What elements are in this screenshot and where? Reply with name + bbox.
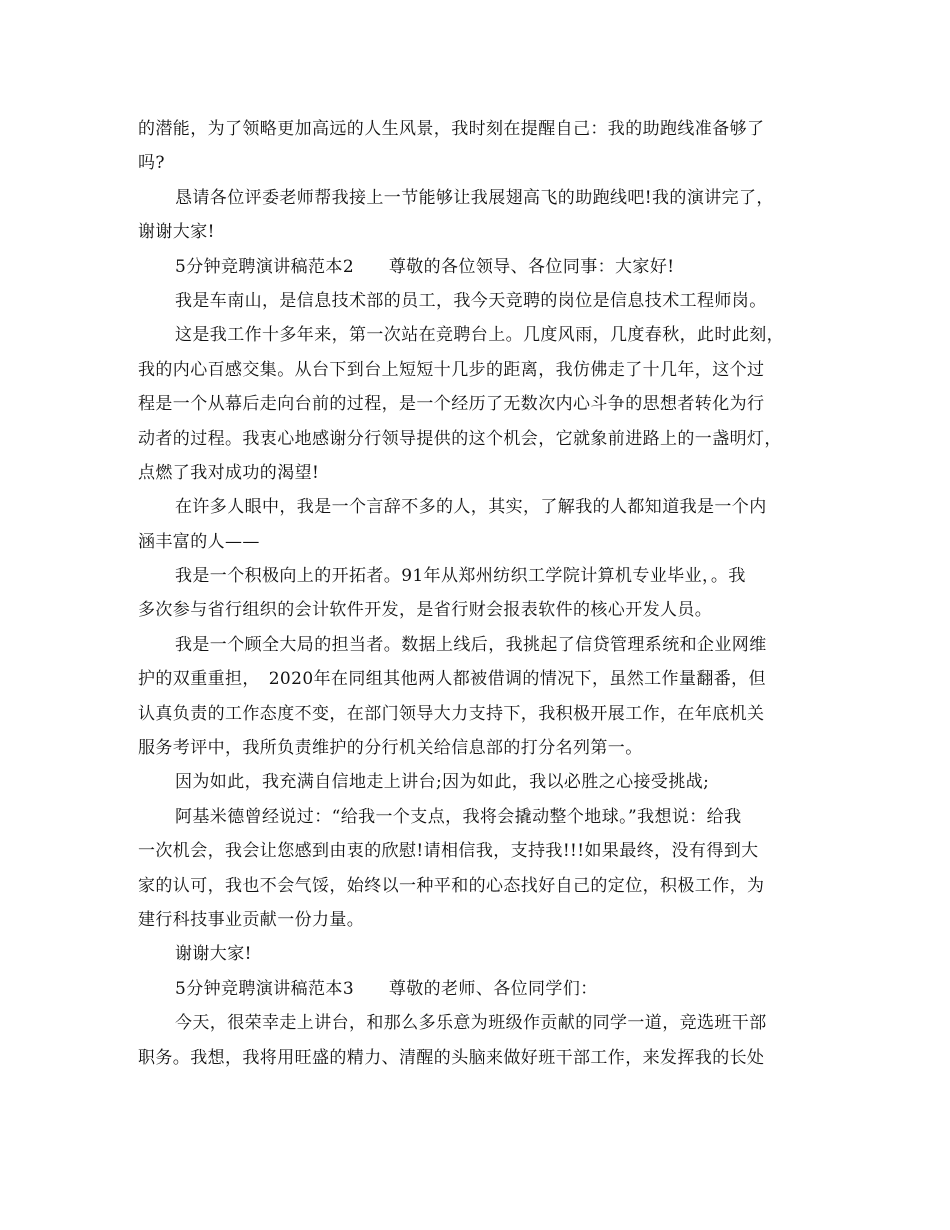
document-body [138, 112, 818, 1075]
text-line: 恳请各位评委老师帮我接上一节能够让我展翅高飞的助跑线吧!我的演讲完了， [175, 187, 774, 208]
text-line: 我是一个积极向上的开拓者。91年从郑州纺织工学院计算机专业毕业，。我 [175, 566, 746, 587]
text-line: 这是我工作十多年来，第一次站在竞聘台上。几度风雨，几度春秋，此时此刻， [175, 325, 784, 346]
text-line: 认真负责的工作态度不变，在部门领导大力支持下，我积极开展工作，在年底机关 [138, 703, 765, 724]
text-line: 服务考评中，我所负责维护的分行机关给信息部的打分名列第一。 [138, 738, 643, 759]
text-line: 点燃了我对成功的渴望! [138, 462, 320, 483]
text-line: 多次参与省行组织的会计软件开发，是省行财会报表软件的核心开发人员。 [138, 600, 713, 621]
text-line: 阿基米德曾经说过：“给我一个支点，我将会撬动整个地球。”我想说：给我 [175, 806, 742, 827]
text-line: 因为如此，我充满自信地走上讲台;因为如此，我以必胜之心接受挑战; [175, 772, 710, 793]
text-line: 我的内心百感交集。从台下到台上短短十几步的距离，我仿佛走了十几年，这个过 [138, 359, 765, 380]
text-line: 的潜能，为了领略更加高远的人生风景，我时刻在提醒自己：我的助跑线准备够了 [138, 119, 765, 139]
text-line: 一次机会，我会让您感到由衷的欣慰!请相信我，支持我!!!如果最终，没有得到大 [138, 841, 759, 862]
text-line: 职务。我想，我将用旺盛的精力、清醒的头脑来做好班干部工作，来发挥我的长处 [138, 1047, 765, 1068]
section-heading: 5分钟竞聘演讲稿范本2 尊敬的各位领导、各位同事：大家好! [175, 256, 675, 277]
text-line: 建行科技事业贡献一份力量。 [138, 909, 365, 930]
text-line: 在许多人眼中，我是一个言辞不多的人，其实，了解我的人都知道我是一个内 [175, 497, 767, 518]
text-line: 护的双重重担， 2020年在同组其他两人都被借调的情况下，虽然工作量翻番，但 [138, 669, 766, 690]
section-heading: 5分钟竞聘演讲稿范本3 尊敬的老师、各位同学们： [175, 978, 598, 999]
text-line: 吗? [138, 153, 165, 174]
text-line: 今天，很荣幸走上讲台，和那么多乐意为班级作贡献的同学一道，竞选班干部 [175, 1013, 767, 1034]
text-line: 家的认可，我也不会气馁，始终以一种平和的心态找好自己的定位，积极工作，为 [138, 875, 765, 896]
text-line: 我是一个顾全大局的担当者。数据上线后，我挑起了信贷管理系统和企业网维 [175, 634, 767, 655]
text-line: 程是一个从幕后走向台前的过程，是一个经历了无数次内心斗争的思想者转化为行 [138, 394, 765, 415]
text-line: 我是车南山，是信息技术部的员工，我今天竞聘的岗位是信息技术工程师岗。 [175, 290, 767, 311]
text-line: 谢谢大家! [175, 944, 252, 965]
text-line: 谢谢大家! [138, 222, 215, 243]
text-line: 涵丰富的人—— [138, 531, 260, 552]
text-line: 动者的过程。我衷心地感谢分行领导提供的这个机会，它就象前进路上的一盏明灯， [138, 428, 782, 449]
